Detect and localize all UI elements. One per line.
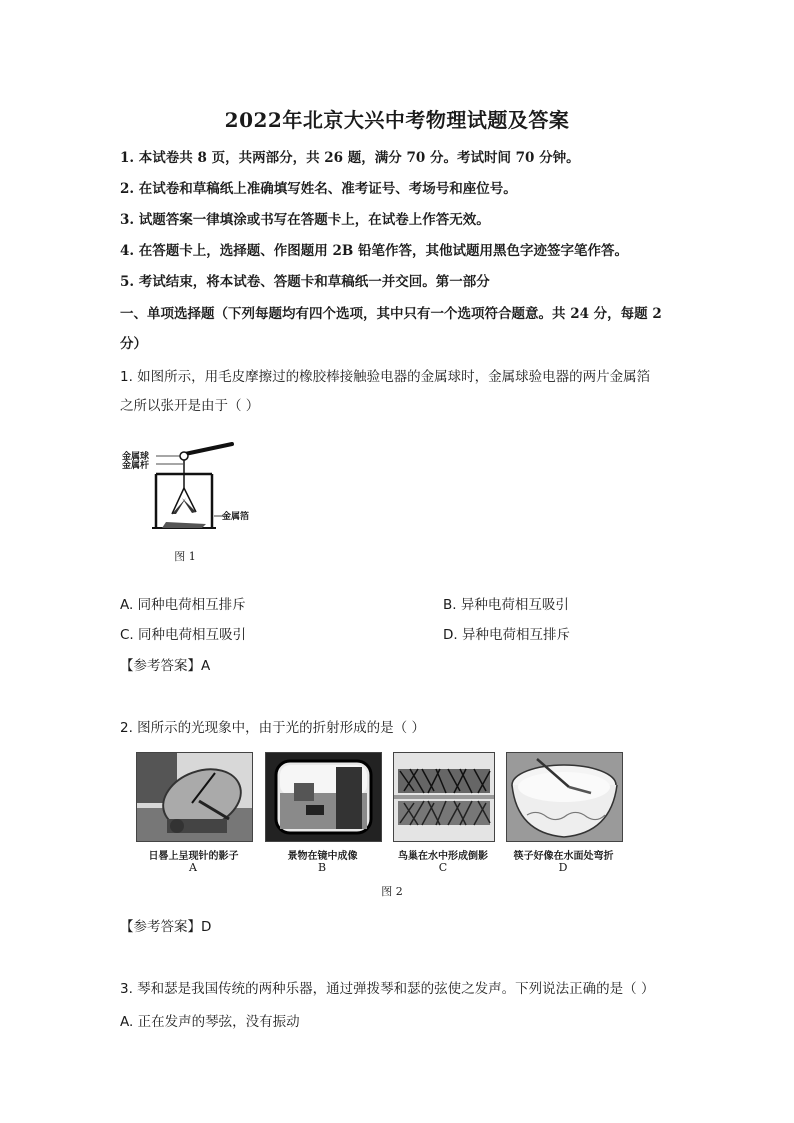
label-metal-rod: 金属杆 bbox=[122, 461, 150, 471]
photo-d-letter: D bbox=[558, 861, 568, 874]
question-1-text-line2: 之所以张开是由于（ ） bbox=[120, 398, 260, 414]
photo-d-caption: 筷子好像在水面处弯折 bbox=[513, 851, 614, 862]
q1-option-b[interactable]: B. 异种电荷相互吸引 bbox=[443, 597, 569, 613]
photo-d-bowl-chopsticks bbox=[506, 752, 623, 842]
figure-1-caption: 图 1 bbox=[174, 550, 196, 563]
mirror-image bbox=[266, 753, 381, 841]
photo-c-caption: 鸟巢在水中形成倒影 bbox=[398, 851, 488, 862]
photo-c-letter: C bbox=[438, 861, 448, 874]
label-metal-foil: 金属箔 bbox=[222, 512, 250, 522]
instruction-1: 1. 本试卷共 8 页，共两部分，共 26 题，满分 70 分。考试时间 70 分钟。 bbox=[120, 150, 580, 166]
instruction-3: 3. 试题答案一律填涂或书写在答题卡上，在试卷上作答无效。 bbox=[120, 212, 490, 228]
figure-1-electroscope bbox=[120, 436, 260, 546]
photo-a-sundial bbox=[136, 752, 253, 842]
label-metal-ball: 金属球 bbox=[122, 452, 150, 462]
question-1-text-line1: 1. 如图所示，用毛皮摩擦过的橡胶棒接触验电器的金属球时，金属球验电器的两片金属箔 bbox=[120, 369, 651, 385]
bowl-chopsticks-image bbox=[507, 753, 622, 841]
q1-option-a[interactable]: A. 同种电荷相互排斥 bbox=[120, 597, 246, 613]
figure-2-caption: 图 2 bbox=[381, 885, 403, 898]
section-heading-line2: 分） bbox=[120, 336, 147, 352]
instruction-2: 2. 在试卷和草稿纸上准确填写姓名、准考证号、考场号和座位号。 bbox=[120, 181, 517, 197]
photo-b-caption: 景物在镜中成像 bbox=[287, 851, 358, 862]
section-heading-line1: 一、单项选择题（下列每题均有四个选项，其中只有一个选项符合题意。共 24 分，每题 2 bbox=[120, 306, 662, 322]
photo-b-mirror bbox=[265, 752, 382, 842]
photo-b-letter: B bbox=[317, 861, 327, 874]
question-2-text: 2. 图所示的光现象中，由于光的折射形成的是（ ） bbox=[120, 720, 425, 736]
photo-a-caption: 日晷上呈现针的影子 bbox=[148, 851, 239, 862]
page-title: 2022年北京大兴中考物理试题及答案 bbox=[224, 108, 570, 132]
instruction-4: 4. 在答题卡上，选择题、作图题用 2B 铅笔作答，其他试题用黑色字迹签字笔作答。 bbox=[120, 243, 628, 259]
q1-answer: 【参考答案】A bbox=[120, 658, 211, 674]
photo-c-birds-nest bbox=[393, 752, 495, 842]
photo-a-letter: A bbox=[189, 861, 197, 874]
q1-option-c[interactable]: C. 同种电荷相互吸引 bbox=[120, 627, 247, 643]
question-3-text: 3. 琴和瑟是我国传统的两种乐器，通过弹拨琴和瑟的弦使之发声。下列说法正确的是（ ） bbox=[120, 981, 655, 997]
q1-option-d[interactable]: D. 异种电荷相互排斥 bbox=[443, 627, 570, 643]
q3-option-a[interactable]: A. 正在发声的琴弦，没有振动 bbox=[120, 1014, 300, 1030]
birds-nest-image bbox=[394, 753, 494, 841]
instruction-5: 5. 考试结束，将本试卷、答题卡和草稿纸一并交回。第一部分 bbox=[120, 274, 490, 290]
sundial-image bbox=[137, 753, 252, 841]
q2-answer: 【参考答案】D bbox=[120, 919, 212, 935]
